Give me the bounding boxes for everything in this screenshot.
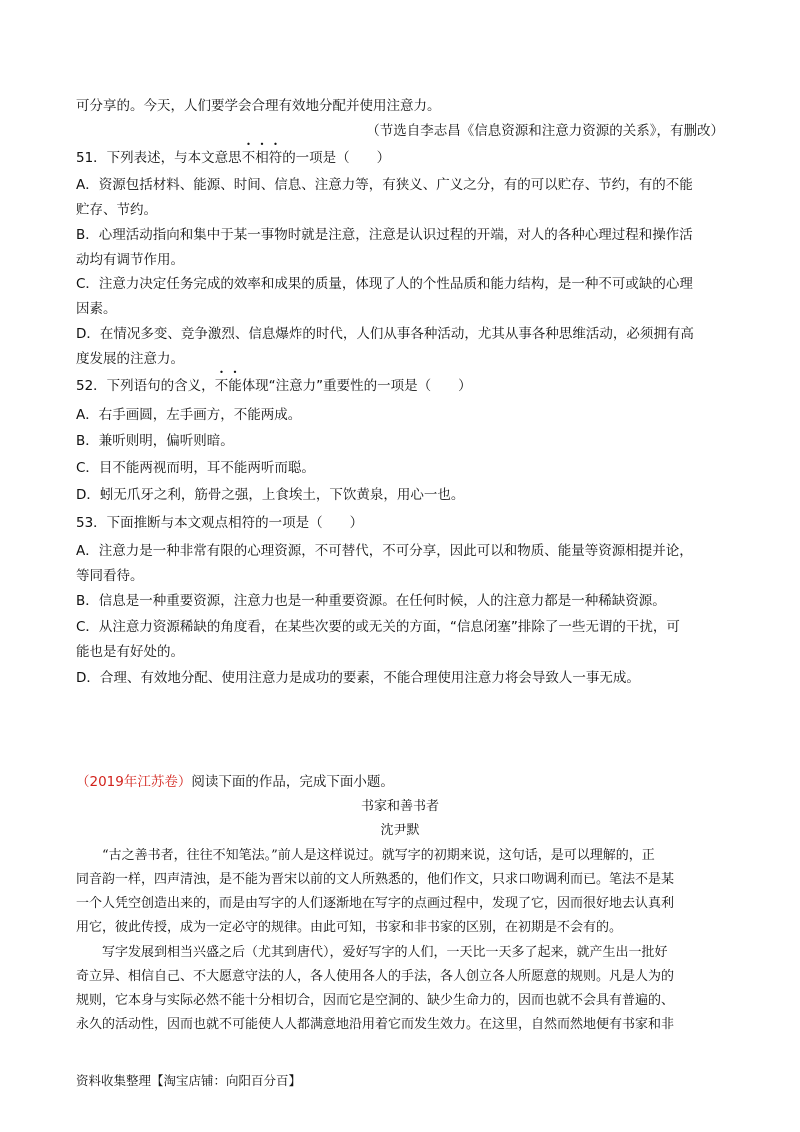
footer-note: 资料收集整理【淘宝店铺：向阳百分百】 <box>76 1073 302 1088</box>
question-52-stem: 52．下列语句的含义，不能体现“注意力”重要性的一项是（ ） <box>76 378 472 394</box>
q52-option-b: B．兼听则明，偏听则暗。 <box>76 433 234 449</box>
article-paragraph-2-line: 写字发展到相当兴盛之后（尤其到唐代），爱好写字的人们，一天比一天多了起来，就产生出一批好 <box>102 945 668 960</box>
q51-option-b-cont: 动均有调节作用。 <box>76 252 184 268</box>
article-paragraph-1-line: “古之善书者，往往不知笔法。”前人是这样说过。就写字的初期来说，这句话，是可以理解的，正 <box>102 848 655 863</box>
article-title: 书家和善书者 <box>360 799 439 814</box>
source-citation: （节选自李志昌《信息资源和注意力资源的关系》，有删改） <box>366 123 724 139</box>
q52-option-a: A．右手画圆，左手画方，不能两成。 <box>76 407 302 423</box>
emphasis-dot-char: 不 <box>241 150 256 166</box>
q53-option-c-cont: 能也是有好处的。 <box>76 644 184 660</box>
q52-option-c: C．目不能两视而明，耳不能两听而聪。 <box>76 460 315 476</box>
q53-option-c: C．从注意力资源稀缺的角度看，在某些次要的或无关的方面，“信息闭塞”排除了一些无谓的干扰，可 <box>76 619 680 635</box>
question-53-stem: 53．下面推断与本文观点相符的一项是（ ） <box>76 515 364 531</box>
passage-closing-line: 可分享的。今天，人们要学会合理有效地分配并使用注意力。 <box>76 98 441 114</box>
q52-option-d: D．蚓无爪牙之利，筋骨之强，上食埃土，下饮黄泉，用心一也。 <box>76 487 465 503</box>
q51-option-c: C．注意力决定任务完成的效率和成果的质量，体现了人的个性品质和能力结构，是一种不可或缺的心理 <box>76 276 693 292</box>
q51-option-c-cont: 因素。 <box>76 301 117 317</box>
q51-option-b: B．心理活动指向和集中于某一事物时就是注意，注意是认识过程的开端，对人的各种心理过程和操作活 <box>76 227 693 243</box>
question-51-stem: 51．下列表述，与本文意思不相符的一项是（ ） <box>76 150 391 166</box>
article-paragraph-2-line: 永久的活动性，因而也就不可能使人人都满意地沿用着它而发生效力。在这里，自然而然地便有书家和非 <box>76 1017 675 1032</box>
article-paragraph-1-line: 一个人凭空创造出来的，而是由写字的人们逐渐地在写字的点画过程中，发现了它，因而很好地去认真利 <box>76 896 675 911</box>
article-paragraph-2-line: 规则，它本身与实际必然不能十分相切合，因而它是空洞的、缺少生命力的，因而也就不会具有普遍的、 <box>76 993 675 1008</box>
emphasis-dot-char: 能 <box>228 378 242 394</box>
exam-source-tag: （2019年江苏卷） <box>76 774 192 790</box>
emphasis-dot-char: 不 <box>214 378 229 394</box>
section-intro: （2019年江苏卷）阅读下面的作品，完成下面小题。 <box>76 774 394 790</box>
emphasis-dot-char: 相 <box>255 150 269 166</box>
article-paragraph-2-line: 奇立异、相信自己、不大愿意守法的人，各人使用各人的手法，各人创立各人所愿意的规则。凡是人为的 <box>76 969 675 984</box>
q51-option-d: D．在情况多变、竞争激烈、信息爆炸的时代，人们从事各种活动，尤其从事各种思维活动，必须拥有高 <box>76 326 694 342</box>
q51-option-a: A．资源包括材料、能源、时间、信息、注意力等，有狭义、广义之分，有的可以贮存、节约，有的不能 <box>76 177 693 193</box>
q53-option-d: D．合理、有效地分配、使用注意力是成功的要素，不能合理使用注意力将会导致人一事无成。 <box>76 670 640 686</box>
article-paragraph-1-line: 同音韵一样，四声清浊，是不能为晋宋以前的文人所熟悉的，他们作文，只求口吻调利而已。笔法不是某 <box>76 872 675 887</box>
q51-option-a-cont: 贮存、节约。 <box>76 202 157 218</box>
q51-option-d-cont: 度发展的注意力。 <box>76 351 184 367</box>
article-author: 沈尹默 <box>380 823 420 838</box>
article-paragraph-1-line: 用它，彼此传授，成为一定必守的规律。由此可知，书家和非书家的区别，在初期是不会有的。 <box>76 920 623 935</box>
q53-option-a-cont: 等同看待。 <box>76 568 144 584</box>
emphasis-dot-char: 符 <box>268 150 283 166</box>
q53-option-a: A．注意力是一种非常有限的心理资源，不可替代，不可分享，因此可以和物质、能量等资源相提并论， <box>76 543 693 559</box>
q53-option-b: B．信息是一种重要资源，注意力也是一种重要资源。在任何时候，人的注意力都是一种稀缺资源。 <box>76 593 666 609</box>
